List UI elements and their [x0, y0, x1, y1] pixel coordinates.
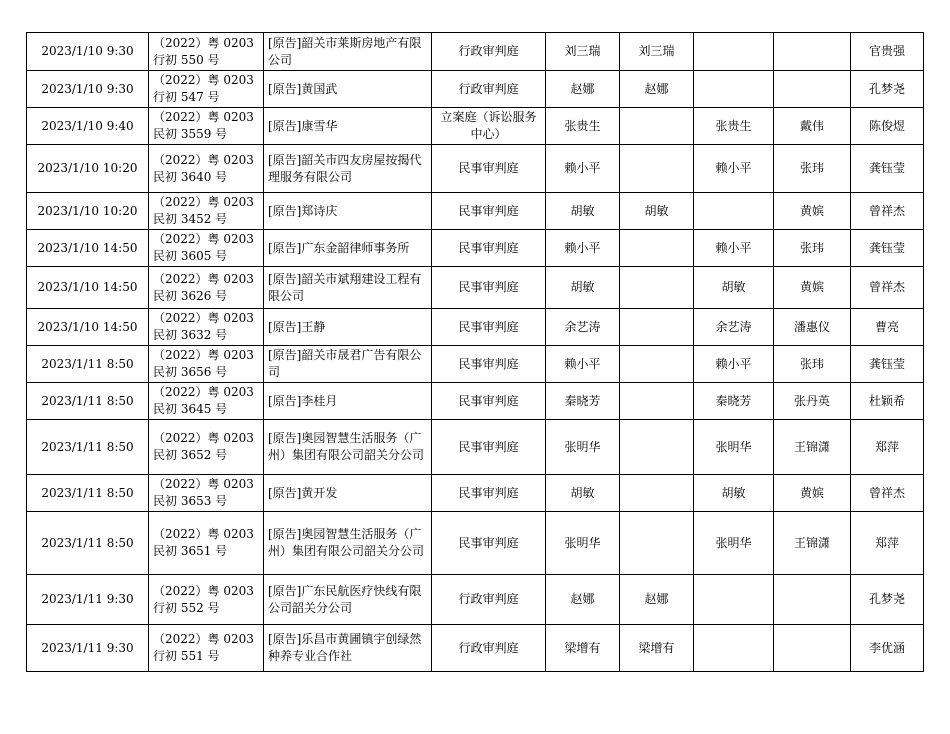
tribunal-name: 行政审判庭 — [432, 625, 546, 672]
presiding-judge: 刘三瑞 — [546, 33, 620, 71]
case-number — [149, 145, 264, 193]
presiding-judge: 梁增有 — [546, 625, 620, 672]
table-row — [27, 71, 924, 108]
panel-judge-2: 胡敏 — [694, 267, 774, 309]
case-number — [149, 346, 264, 383]
case-number-line-2: 民初 3656 号 — [153, 365, 228, 379]
presiding-judge: 赵娜 — [546, 71, 620, 108]
case-number — [149, 267, 264, 309]
case-number — [149, 575, 264, 625]
party-name: [原告]康雪华 — [264, 108, 432, 145]
hearing-datetime: 2023/1/11 8:50 — [27, 420, 149, 475]
panel-judge-2: 赖小平 — [694, 230, 774, 267]
panel-judge-2: 张明华 — [694, 420, 774, 475]
party-name: [原告]韶关市四友房屋按揭代理服务有限公司 — [264, 145, 432, 193]
tribunal-name: 民事审判庭 — [432, 383, 546, 420]
panel-judge-1 — [620, 383, 694, 420]
hearing-datetime: 2023/1/10 9:40 — [27, 108, 149, 145]
court-clerk: 郑萍 — [851, 512, 924, 575]
case-number-line-1: （2022）粤 0203 — [153, 271, 254, 286]
panel-judge-3 — [774, 625, 851, 672]
case-number-line-1: （2022）粤 0203 — [153, 195, 254, 209]
case-number-line-1: （2022）粤 0203 — [153, 583, 254, 598]
court-clerk: 曾祥杰 — [851, 267, 924, 309]
case-number-line-2: 民初 3626 号 — [153, 288, 228, 303]
case-number — [149, 625, 264, 672]
panel-judge-3: 潘惠仪 — [774, 309, 851, 346]
panel-judge-2 — [694, 625, 774, 672]
tribunal-name: 立案庭（诉讼服务中心） — [432, 108, 546, 145]
table-row — [27, 267, 924, 309]
presiding-judge: 张明华 — [546, 512, 620, 575]
party-name: [原告]乐昌市黄圃镇宇创绿然种养专业合作社 — [264, 625, 432, 672]
case-number — [149, 512, 264, 575]
tribunal-name: 民事审判庭 — [432, 475, 546, 512]
panel-judge-1 — [620, 420, 694, 475]
party-name: [原告]李桂月 — [264, 383, 432, 420]
party-name: [原告]广东民航医疗快线有限公司韶关分公司 — [264, 575, 432, 625]
court-schedule-document — [26, 32, 924, 672]
hearing-datetime: 2023/1/11 9:30 — [27, 625, 149, 672]
court-clerk: 龚钰莹 — [851, 346, 924, 383]
table-body — [27, 33, 924, 672]
case-number-line-2: 民初 3640 号 — [153, 169, 228, 184]
tribunal-name: 行政审判庭 — [432, 71, 546, 108]
case-number-line-2: 民初 3651 号 — [153, 544, 228, 558]
panel-judge-1: 赵娜 — [620, 71, 694, 108]
case-number-line-1: （2022）粤 0203 — [153, 232, 254, 246]
table-row — [27, 512, 924, 575]
hearing-datetime: 2023/1/10 14:50 — [27, 309, 149, 346]
panel-judge-2: 余艺涛 — [694, 309, 774, 346]
presiding-judge: 秦晓芳 — [546, 383, 620, 420]
case-number — [149, 108, 264, 145]
case-number-line-2: 民初 3653 号 — [153, 494, 228, 508]
panel-judge-2: 赖小平 — [694, 346, 774, 383]
party-name: [原告]广东金韶律师事务所 — [264, 230, 432, 267]
case-number-line-2: 民初 3645 号 — [153, 402, 228, 416]
panel-judge-3: 张玮 — [774, 230, 851, 267]
panel-judge-1: 梁增有 — [620, 625, 694, 672]
tribunal-name: 民事审判庭 — [432, 309, 546, 346]
case-number-line-1: （2022）粤 0203 — [153, 632, 254, 646]
panel-judge-1 — [620, 512, 694, 575]
case-number-line-2: 行初 552 号 — [153, 600, 220, 615]
tribunal-name: 民事审判庭 — [432, 267, 546, 309]
case-number-line-1: （2022）粤 0203 — [153, 477, 254, 491]
presiding-judge: 张贵生 — [546, 108, 620, 145]
panel-judge-2: 胡敏 — [694, 475, 774, 512]
table-row — [27, 309, 924, 346]
party-name: [原告]韶关市晟君广告有限公司 — [264, 346, 432, 383]
panel-judge-3: 黄嫔 — [774, 267, 851, 309]
tribunal-name: 行政审判庭 — [432, 575, 546, 625]
case-number-line-1: （2022）粤 0203 — [153, 348, 254, 362]
panel-judge-2: 赖小平 — [694, 145, 774, 193]
presiding-judge: 赖小平 — [546, 230, 620, 267]
panel-judge-1 — [620, 309, 694, 346]
party-name: [原告]黄国武 — [264, 71, 432, 108]
table-row — [27, 193, 924, 230]
table-row — [27, 475, 924, 512]
case-number-line-1: （2022）粤 0203 — [153, 385, 254, 399]
table-row — [27, 575, 924, 625]
panel-judge-2 — [694, 193, 774, 230]
panel-judge-1 — [620, 475, 694, 512]
panel-judge-3: 张玮 — [774, 346, 851, 383]
tribunal-name: 民事审判庭 — [432, 193, 546, 230]
panel-judge-3 — [774, 575, 851, 625]
case-number — [149, 193, 264, 230]
case-number-line-2: 行初 547 号 — [153, 90, 220, 104]
court-clerk: 李优涵 — [851, 625, 924, 672]
panel-judge-1 — [620, 267, 694, 309]
presiding-judge: 余艺涛 — [546, 309, 620, 346]
court-clerk: 曾祥杰 — [851, 475, 924, 512]
presiding-judge: 赖小平 — [546, 346, 620, 383]
hearing-datetime: 2023/1/10 10:20 — [27, 193, 149, 230]
case-number-line-2: 民初 3452 号 — [153, 212, 228, 226]
panel-judge-3 — [774, 71, 851, 108]
party-name: [原告]韶关市斌翔建设工程有限公司 — [264, 267, 432, 309]
case-number — [149, 230, 264, 267]
hearing-datetime: 2023/1/10 10:20 — [27, 145, 149, 193]
tribunal-name: 民事审判庭 — [432, 145, 546, 193]
panel-judge-1 — [620, 230, 694, 267]
party-name: [原告]郑诗庆 — [264, 193, 432, 230]
panel-judge-1 — [620, 145, 694, 193]
case-number-line-2: 民初 3559 号 — [153, 127, 228, 141]
presiding-judge: 胡敏 — [546, 267, 620, 309]
case-number-line-2: 行初 550 号 — [153, 52, 220, 67]
panel-judge-3: 张丹英 — [774, 383, 851, 420]
panel-judge-3: 黄嫔 — [774, 193, 851, 230]
court-clerk: 杜颖希 — [851, 383, 924, 420]
party-name: [原告]韶关市莱斯房地产有限公司 — [264, 33, 432, 71]
table-row — [27, 346, 924, 383]
court-clerk: 官贵强 — [851, 33, 924, 71]
panel-judge-2 — [694, 33, 774, 71]
panel-judge-3: 张玮 — [774, 145, 851, 193]
case-number-line-1: （2022）粤 0203 — [153, 311, 254, 325]
court-clerk: 曹亮 — [851, 309, 924, 346]
panel-judge-2: 张贵生 — [694, 108, 774, 145]
panel-judge-1 — [620, 346, 694, 383]
party-name: [原告]奥园智慧生活服务（广州）集团有限公司韶关分公司 — [264, 420, 432, 475]
table-row — [27, 145, 924, 193]
case-number-line-2: 民初 3632 号 — [153, 328, 228, 342]
case-number-line-2: 行初 551 号 — [153, 649, 220, 663]
case-number — [149, 475, 264, 512]
hearing-datetime: 2023/1/11 8:50 — [27, 512, 149, 575]
panel-judge-2: 张明华 — [694, 512, 774, 575]
panel-judge-2 — [694, 575, 774, 625]
case-number-line-1: （2022）粤 0203 — [153, 431, 254, 445]
case-number — [149, 71, 264, 108]
case-number — [149, 309, 264, 346]
table-row — [27, 625, 924, 672]
party-name: [原告]奥园智慧生活服务（广州）集团有限公司韶关分公司 — [264, 512, 432, 575]
court-clerk: 龚钰莹 — [851, 145, 924, 193]
case-number — [149, 33, 264, 71]
panel-judge-1 — [620, 108, 694, 145]
hearing-datetime: 2023/1/10 14:50 — [27, 267, 149, 309]
panel-judge-3: 戴伟 — [774, 108, 851, 145]
tribunal-name: 民事审判庭 — [432, 346, 546, 383]
presiding-judge: 胡敏 — [546, 193, 620, 230]
case-number-line-2: 民初 3605 号 — [153, 249, 228, 263]
panel-judge-3: 王锦潇 — [774, 512, 851, 575]
panel-judge-3 — [774, 33, 851, 71]
hearing-datetime: 2023/1/10 14:50 — [27, 230, 149, 267]
court-clerk: 孔梦尧 — [851, 575, 924, 625]
hearing-schedule-table — [26, 32, 924, 672]
table-row — [27, 108, 924, 145]
case-number-line-1: （2022）粤 0203 — [153, 527, 254, 541]
court-clerk: 陈俊煜 — [851, 108, 924, 145]
court-clerk: 孔梦尧 — [851, 71, 924, 108]
panel-judge-2: 秦晓芳 — [694, 383, 774, 420]
presiding-judge: 赖小平 — [546, 145, 620, 193]
table-row — [27, 420, 924, 475]
tribunal-name: 民事审判庭 — [432, 420, 546, 475]
panel-judge-1: 赵娜 — [620, 575, 694, 625]
case-number-line-1: （2022）粤 0203 — [153, 152, 254, 167]
presiding-judge: 胡敏 — [546, 475, 620, 512]
table-row — [27, 33, 924, 71]
case-number — [149, 383, 264, 420]
tribunal-name: 民事审判庭 — [432, 512, 546, 575]
court-clerk: 郑萍 — [851, 420, 924, 475]
court-clerk: 曾祥杰 — [851, 193, 924, 230]
panel-judge-1: 胡敏 — [620, 193, 694, 230]
hearing-datetime: 2023/1/11 9:30 — [27, 575, 149, 625]
tribunal-name: 行政审判庭 — [432, 33, 546, 71]
case-number-line-2: 民初 3652 号 — [153, 448, 228, 462]
presiding-judge: 张明华 — [546, 420, 620, 475]
table-row — [27, 383, 924, 420]
table-row — [27, 230, 924, 267]
party-name: [原告]王静 — [264, 309, 432, 346]
panel-judge-3: 黄嫔 — [774, 475, 851, 512]
tribunal-name: 民事审判庭 — [432, 230, 546, 267]
presiding-judge: 赵娜 — [546, 575, 620, 625]
hearing-datetime: 2023/1/10 9:30 — [27, 33, 149, 71]
hearing-datetime: 2023/1/10 9:30 — [27, 71, 149, 108]
case-number-line-1: （2022）粤 0203 — [153, 73, 254, 87]
case-number-line-1: （2022）粤 0203 — [153, 110, 254, 124]
case-number — [149, 420, 264, 475]
panel-judge-2 — [694, 71, 774, 108]
hearing-datetime: 2023/1/11 8:50 — [27, 383, 149, 420]
panel-judge-1: 刘三瑞 — [620, 33, 694, 71]
hearing-datetime: 2023/1/11 8:50 — [27, 475, 149, 512]
panel-judge-3: 王锦潇 — [774, 420, 851, 475]
court-clerk: 龚钰莹 — [851, 230, 924, 267]
case-number-line-1: （2022）粤 0203 — [153, 35, 254, 50]
hearing-datetime: 2023/1/11 8:50 — [27, 346, 149, 383]
party-name: [原告]黄开发 — [264, 475, 432, 512]
